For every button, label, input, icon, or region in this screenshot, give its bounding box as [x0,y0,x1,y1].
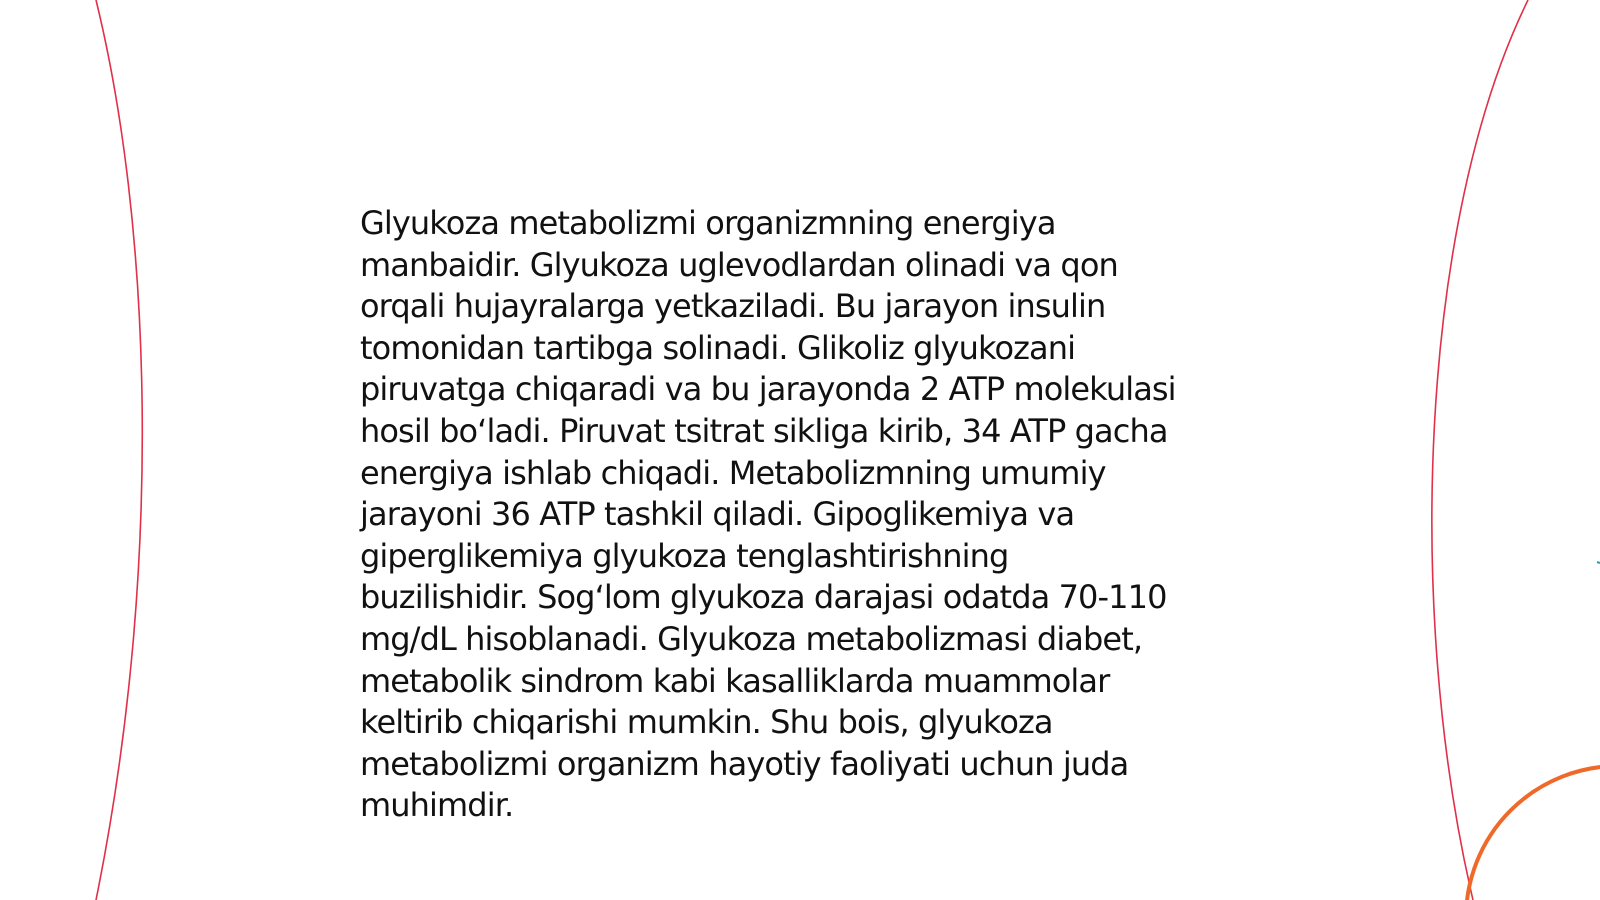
right-curve-line [1432,0,1528,900]
slide-body-text: Glyukoza metabolizmi organizmning energiya manbaidir. Glyukoza uglevodlardan olinadi va qon orqali hujayralarga yetkaziladi. Bu jarayon insulin tomonidan tartibga solinadi. Glikoliz glyukozani piruvatga chiqaradi va bu jarayonda 2 ATP molekulasi hosil boʻladi. Piruvat tsitrat sikliga kirib, 34 ATP gacha energiya ishlab chiqadi. Metabolizmning umumiy jarayoni 36 ATP tashkil qiladi. Gipoglikemiya va giperglikemiya glyukoza tenglashtirishning buzilishidir. Sogʻlom glyukoza darajasi odatda 70-110 mg/dL hisoblanadi. Glyukoza metabolizmasi diabet, metabolik sindrom kabi kasalliklarda muammolar keltirib chiqarishi mumkin. Shu bois, glyukoza metabolizmi organizm hayotiy faoliyati uchun juda muhimdir. [360,204,1176,825]
left-curve-line [96,0,142,900]
orange-ring [1466,766,1600,900]
